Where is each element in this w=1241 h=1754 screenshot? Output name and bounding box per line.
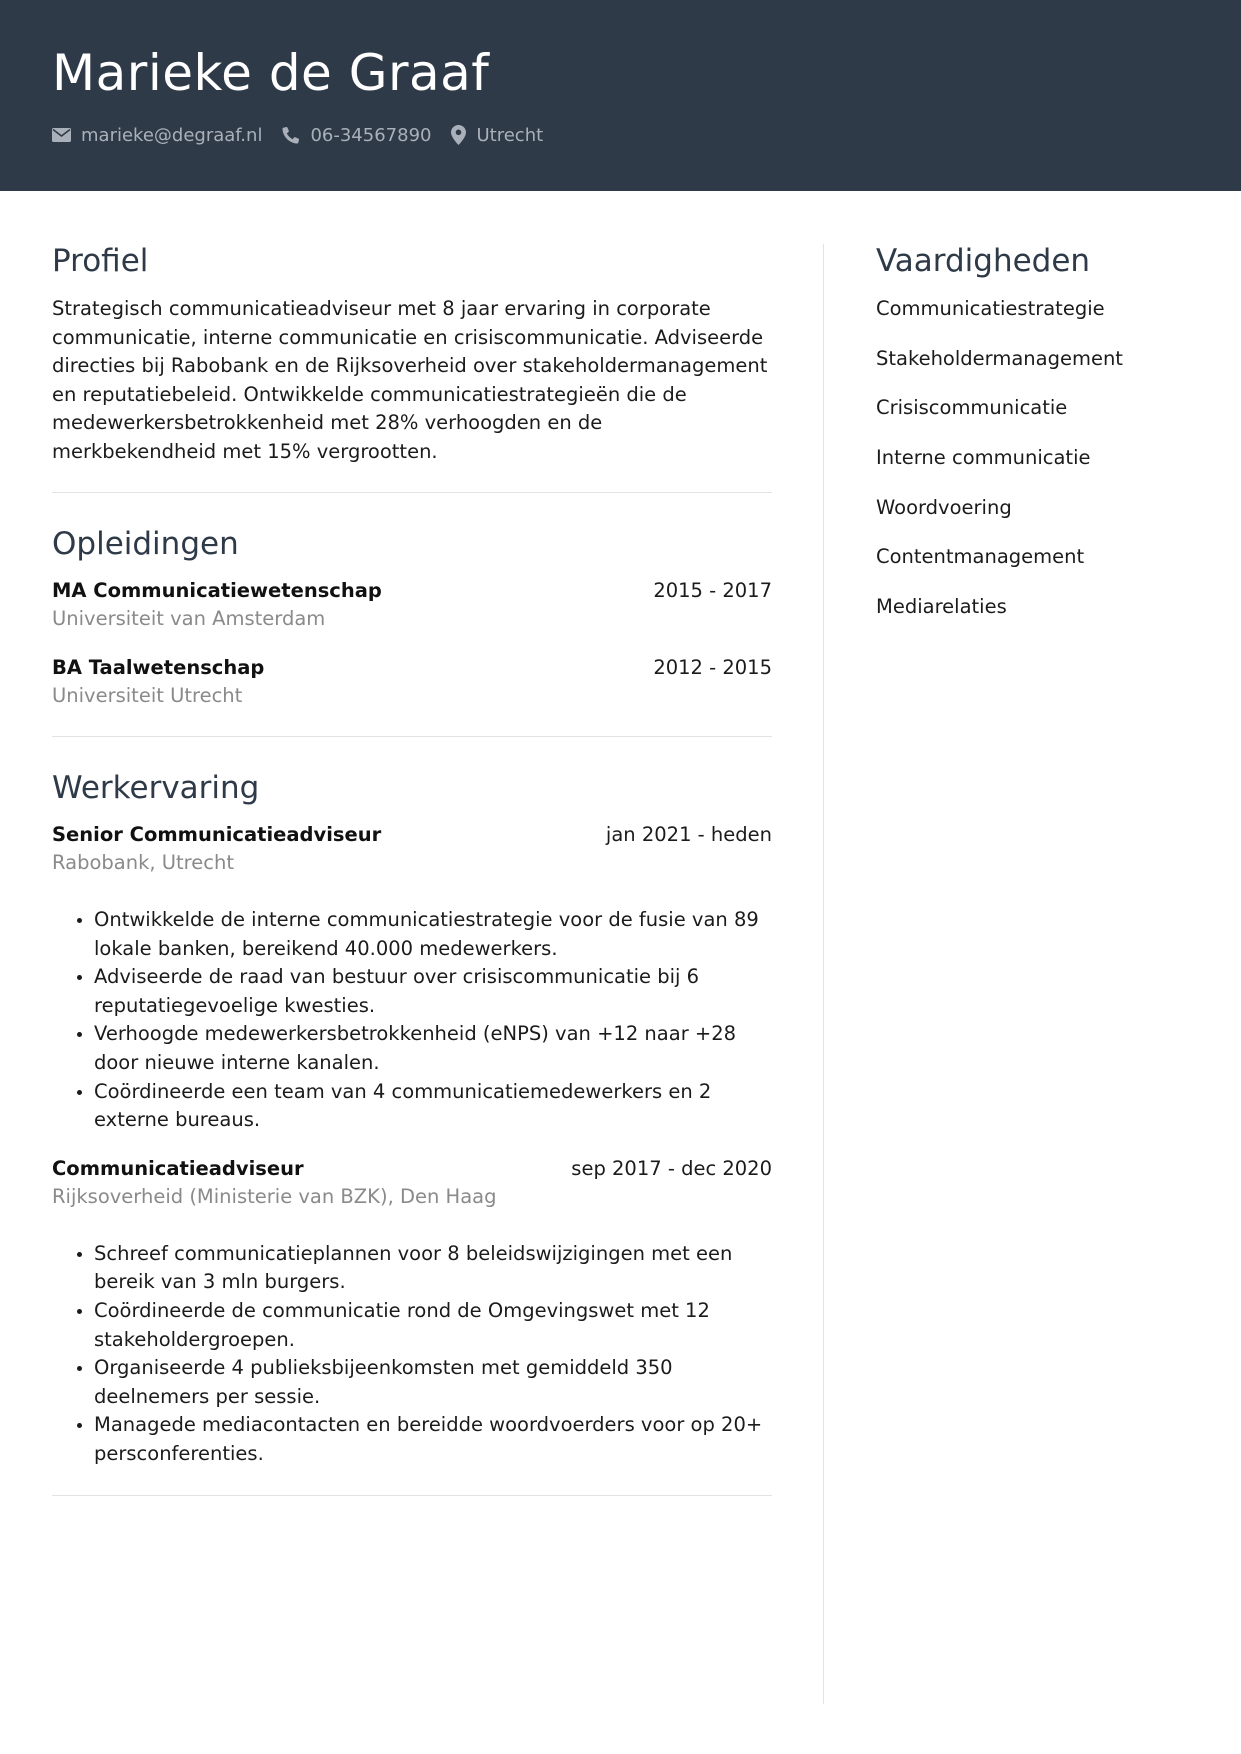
job-bullet: • Coördineerde een team van 4 communicatiemedewerkers en 2 externe bureaus. [94,1078,772,1135]
skills-list [876,295,1206,621]
contact-info [52,123,563,147]
candidate-name: Marieke de Graaf [52,44,490,102]
contact-location [451,125,543,146]
skill-item: Woordvoering [876,495,1012,519]
envelope-icon [52,128,71,142]
company-name: Rijksoverheid (Ministerie van BZK), Den Haag [52,1184,497,1208]
education-entry [52,577,772,633]
profile-text: Strategisch communicatieadviseur met 8 jaar ervaring in corporate communicatie, interne communicatie en crisiscommunicatie. Adviseerde directies bij Rabobank en de Rijksoverheid over stakeholdermanagement en reputatiebeleid. Ontwikkelde communicatiestrategieën die de medewerkersbetrokkenheid met 28% verhoogden en de merkbekendheid met 15% vergrootten. [52,297,768,463]
job-entry [52,821,772,1135]
skill-item: Crisiscommunicatie [876,396,1068,420]
skill-item: Stakeholdermanagement [876,346,1123,370]
skills-heading: Vaardigheden [876,243,1091,279]
skill-item: Interne communicatie [876,446,1091,470]
job-bullets [52,1240,772,1469]
education-heading: Opleidingen [52,526,239,562]
phone-icon [282,126,300,144]
experience-section [52,769,772,1496]
email-text: marieke@degraaf.nl [81,124,263,146]
education-entry [52,654,772,710]
sidebar [876,242,1206,643]
job-bullet: • Verhoogde medewerkersbetrokkenheid (eNPS) van +12 naar +28 door nieuwe interne kanalen. [94,1020,772,1077]
education-dates: 2012 - 2015 [653,656,772,679]
main-column [52,242,772,1528]
skill-item: Mediarelaties [876,595,1007,619]
job-bullet: • Organiseerde 4 publieksbijeenkomsten met gemiddeld 350 deelnemers per sessie. [94,1354,772,1411]
job-dates: sep 2017 - dec 2020 [571,1156,772,1180]
education-section [52,525,772,737]
skill-item: Contentmanagement [876,545,1085,569]
job-bullet: • Ontwikkelde de interne communicatiestrategie voor de fusie van 89 lokale banken, bereikend 40.000 medewerkers. [94,906,772,963]
job-entry [52,1155,772,1469]
job-bullet: • Adviseerde de raad van bestuur over crisiscommunicatie bij 6 reputatiegevoelige kwesties. [94,963,772,1020]
education-dates: 2015 - 2017 [653,579,772,602]
skill-item: Communicatiestrategie [876,297,1105,320]
location-text: Utrecht [476,124,544,146]
contact-email[interactable] [52,125,262,146]
company-name: Rabobank, Utrecht [52,851,234,874]
degree-title: BA Taalwetenschap [52,656,265,679]
contact-phone[interactable] [282,125,431,146]
header [0,0,1241,191]
degree-title: MA Communicatiewetenschap [52,579,382,602]
education-list [52,577,772,710]
school-name: Universiteit Utrecht [52,684,243,707]
job-bullet: • Coördineerde de communicatie rond de Omgevingswet met 12 stakeholdergroepen. [94,1297,772,1354]
job-dates: jan 2021 - heden [605,823,772,846]
location-pin-icon [451,125,466,145]
job-bullet: • Schreef communicatieplannen voor 8 beleidswijzigingen met een bereik van 3 mln burgers. [94,1240,772,1297]
school-name: Universiteit van Amsterdam [52,607,326,630]
phone-text: 06-34567890 [310,124,432,146]
job-bullet: • Managede mediacontacten en bereidde woordvoerders voor op 20+ persconferenties. [94,1411,772,1468]
profile-section [52,242,772,493]
job-title: Senior Communicatieadviseur [52,823,382,846]
profile-heading: Profiel [52,243,149,279]
job-title: Communicatieadviseur [52,1156,304,1180]
column-divider [823,244,824,1704]
experience-heading: Werkervaring [52,770,260,806]
job-bullets [52,906,772,1135]
